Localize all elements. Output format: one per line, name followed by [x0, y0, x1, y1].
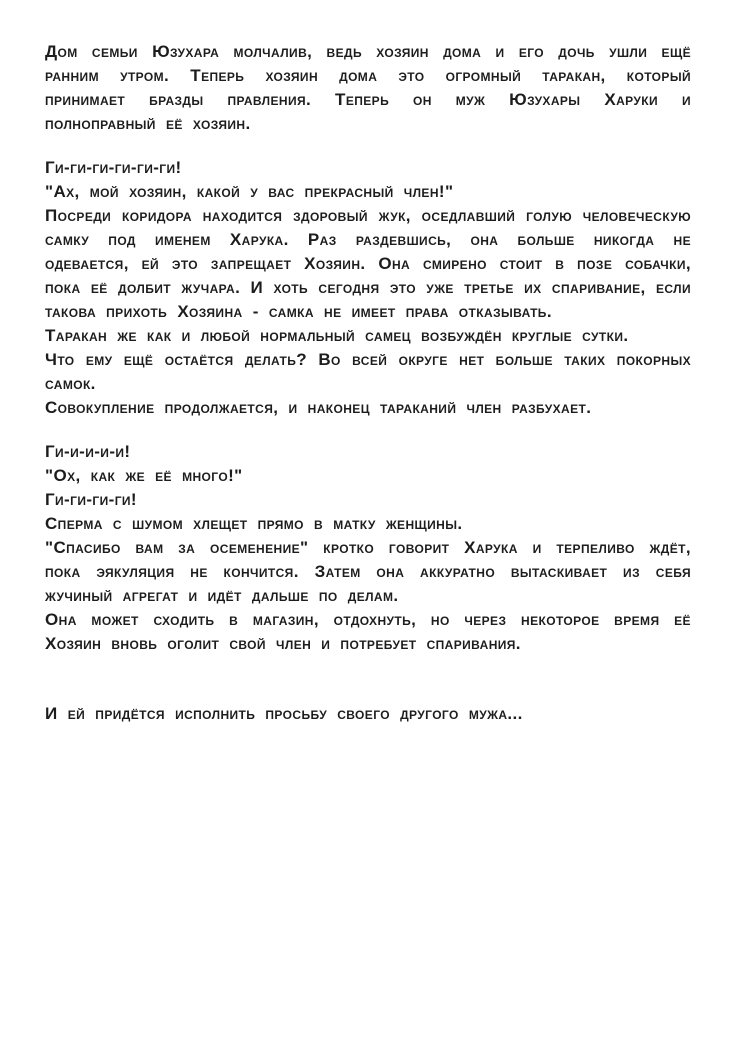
paragraph: Она может сходить в магазин, отдохнуть, но через некоторое время её Хозяин вновь оголит свой член и потребует спаривания.: [45, 610, 691, 653]
paragraph: Сперма с шумом хлещет прямо в матку женщины.: [45, 514, 463, 533]
translated-text-block: [45, 40, 691, 726]
paragraph: И ей придётся исполнить просьбу своего другого мужа...: [45, 704, 523, 723]
paragraph: Таракан же как и любой нормальный самец возбуждён круглые сутки.: [45, 326, 629, 345]
paragraph: Посреди коридора находится здоровый жук, оседлавший голую человеческую самку под именем Харука. Раз раздевшись, она больше никогда не одевается, ей это запрещает Хозяин. Она смирено стоит в позе собачки, пока её долбит жучара. И хоть сегодня это уже третье их спаривание, если такова прихоть Хозяина - самка не имеет права отказывать.: [45, 206, 691, 321]
paragraph: Ги-ги-ги-ги-ги-ги!: [45, 158, 182, 177]
paragraph: "Спасибо вам за осеменение" кротко говорит Харука и терпеливо ждёт, пока эякуляция не кончится. Затем она аккуратно вытаскивает из себя жучиный агрегат и идёт дальше по делам.: [45, 538, 691, 605]
paragraph: "Ох, как же её много!": [45, 466, 243, 485]
paragraph: Ги-ги-ги-ги!: [45, 490, 137, 509]
paragraph: Совокупление продолжается, и наконец тараканий член разбухает.: [45, 398, 592, 417]
paragraph: Ги-и-и-и-и!: [45, 442, 131, 461]
paragraph: Дом семьи Юзухара молчалив, ведь хозяин дома и его дочь ушли ещё ранним утром. Теперь хозяин дома это огромный таракан, который принимает бразды правления. Теперь он муж Юзухары Харуки и полноправный её хозяин.: [45, 42, 691, 133]
paragraph: Что ему ещё остаётся делать? Во всей округе нет больше таких покорных самок.: [45, 350, 691, 393]
paragraph: "Ах, мой хозяин, какой у вас прекрасный член!": [45, 182, 454, 201]
